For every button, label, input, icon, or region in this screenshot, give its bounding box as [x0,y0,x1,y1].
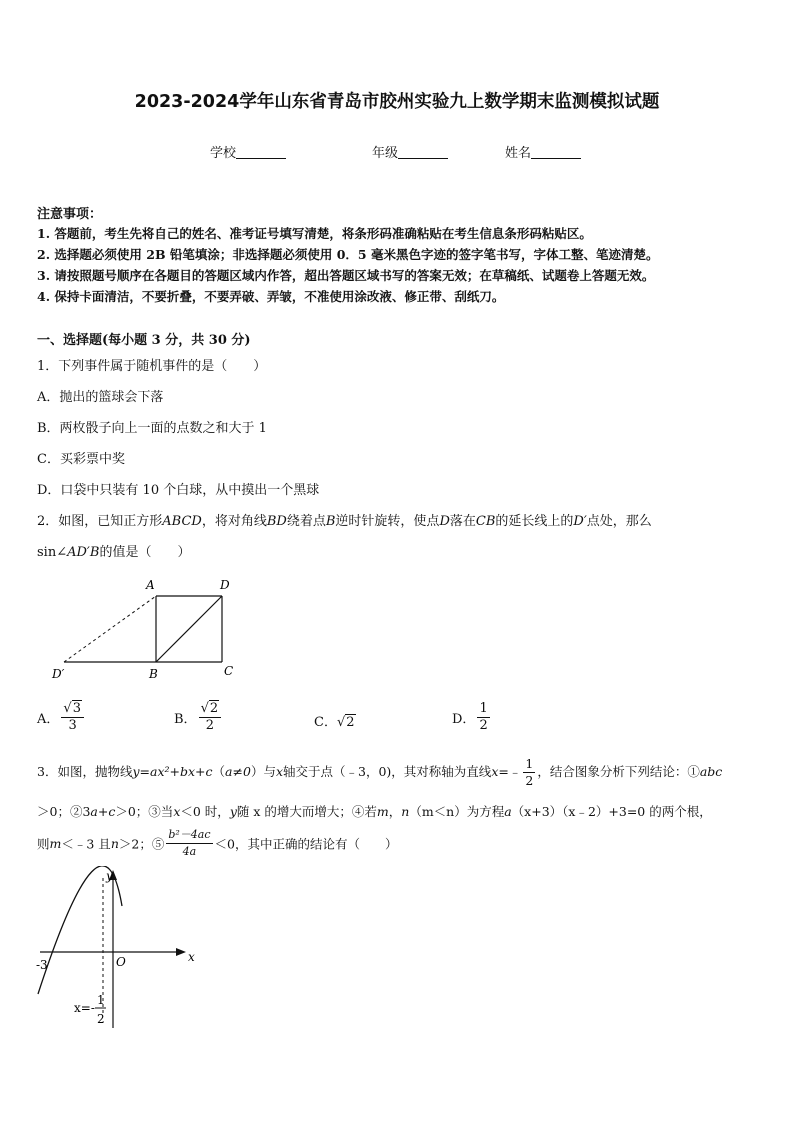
q2-stem-line2: sin∠AD′B的值是（ ） [37,545,191,560]
school-blank [236,146,286,159]
note-item-1: 1. 答题前，考生先将自己的姓名、准考证号填写清楚，将条形码准确粘贴在考生信息条形码粘贴区。 [37,226,592,241]
q1-option-a: A．抛出的篮球会下落 [37,390,164,405]
origin-label: O [116,955,126,969]
option-d-fraction: $\frac{1}{2}$ [479,701,488,733]
name-blank [531,146,581,159]
x-label: x [188,950,195,964]
axis-label-num: 1 [97,993,105,1007]
q1-stem: 1．下列事件属于随机事件的是（ ） [37,359,267,374]
discriminant-fraction: $\frac{\text{b²－4ac}}{4a}$ [168,828,211,858]
label-d: D [220,578,230,592]
label-a: A [146,578,155,592]
q2-square-figure [40,572,250,684]
q1-option-c: C．买彩票中奖 [37,452,125,467]
option-a-fraction: $\frac{√3}{3}$ [61,701,84,734]
parabola-curve [38,866,122,994]
note-item-2: 2. 选择题必须使用 2B 铅笔填涂；非选择题必须使用 0．5 毫米黑色字迹的签字笔书写，字体工整、笔迹清楚。 [37,247,659,262]
grade-blank [398,146,448,159]
page-title: 2023-2024学年山东省青岛市胶州实验九上数学期末监测模拟试题 [134,92,660,112]
label-d-prime: D′ [52,667,65,681]
q2-option-c: C．√2 [314,715,355,730]
axis-label-den: 2 [97,1012,105,1026]
name-field: 姓名 [505,142,581,161]
axis-fraction: $\frac{1}{2}$ [525,756,534,788]
x-axis-arrow [176,948,186,956]
q2-stem-line1: 2．如图，已知正方形ABCD，将对角线BD绕着点B逆时针旋转，使点D落在CB的延长线上的D′点处，那么 [37,514,652,529]
q2-option-a: A． $\frac{√3}{3}$ [37,701,86,734]
axis-label-prefix: x=- [74,1001,95,1015]
y-label: y [106,869,113,883]
dashed-ad-prime [64,596,156,662]
note-item-3: 3. 请按照题号顺序在各题目的答题区域内作答，超出答题区域书写的答案无效；在草稿纸、试题卷上答题无效。 [37,268,655,283]
q1-option-b: B．两枚骰子向上一面的点数之和大于 1 [37,421,267,436]
q3-parabola-figure [30,866,210,1032]
q3-stem-line2: ＞0；②3a+c＞0；③当x＜0 时，y随 x 的增大而增大；④若m，n（m＜n）为方程a（x+3）（x﹣2）+3=0 的两个根， [37,804,712,819]
notes-heading: 注意事项： [37,207,103,222]
grade-field: 年级 [372,142,448,161]
section-heading: 一、选择题(每小题 3 分，共 30 分) [37,333,251,348]
school-field: 学校 [210,142,286,161]
q1-option-d: D．口袋中只装有 10 个白球，从中摸出一个黑球 [37,483,320,498]
q3-stem-line3: 则m＜﹣3 且n＞2；⑤ $\frac{\text{b²－4ac}}{4a}$ ＜0，其中正确的结论有（ ） [37,828,398,858]
label-c: C [224,664,234,678]
option-b-fraction: $\frac{√2}{2}$ [199,701,222,734]
q2-option-b: B． $\frac{√2}{2}$ [174,701,223,734]
diagonal-bd [156,596,222,662]
q2-option-d: D． $\frac{1}{2}$ [452,701,488,733]
note-item-4: 4. 保持卡面清洁，不要折叠，不要弄破、弄皱，不准使用涂改液、修正带、刮纸刀。 [37,289,505,304]
q3-stem-line1: 3．如图，抛物线y=ax²+bx+c（a≠0）与x轴交于点（﹣3，0)，其对称轴为直线x=﹣ $\frac{1}{2}$ ，结合图象分析下列结论：①abc [37,756,723,788]
label-b: B [149,667,158,681]
neg3-label: -3 [36,958,48,972]
